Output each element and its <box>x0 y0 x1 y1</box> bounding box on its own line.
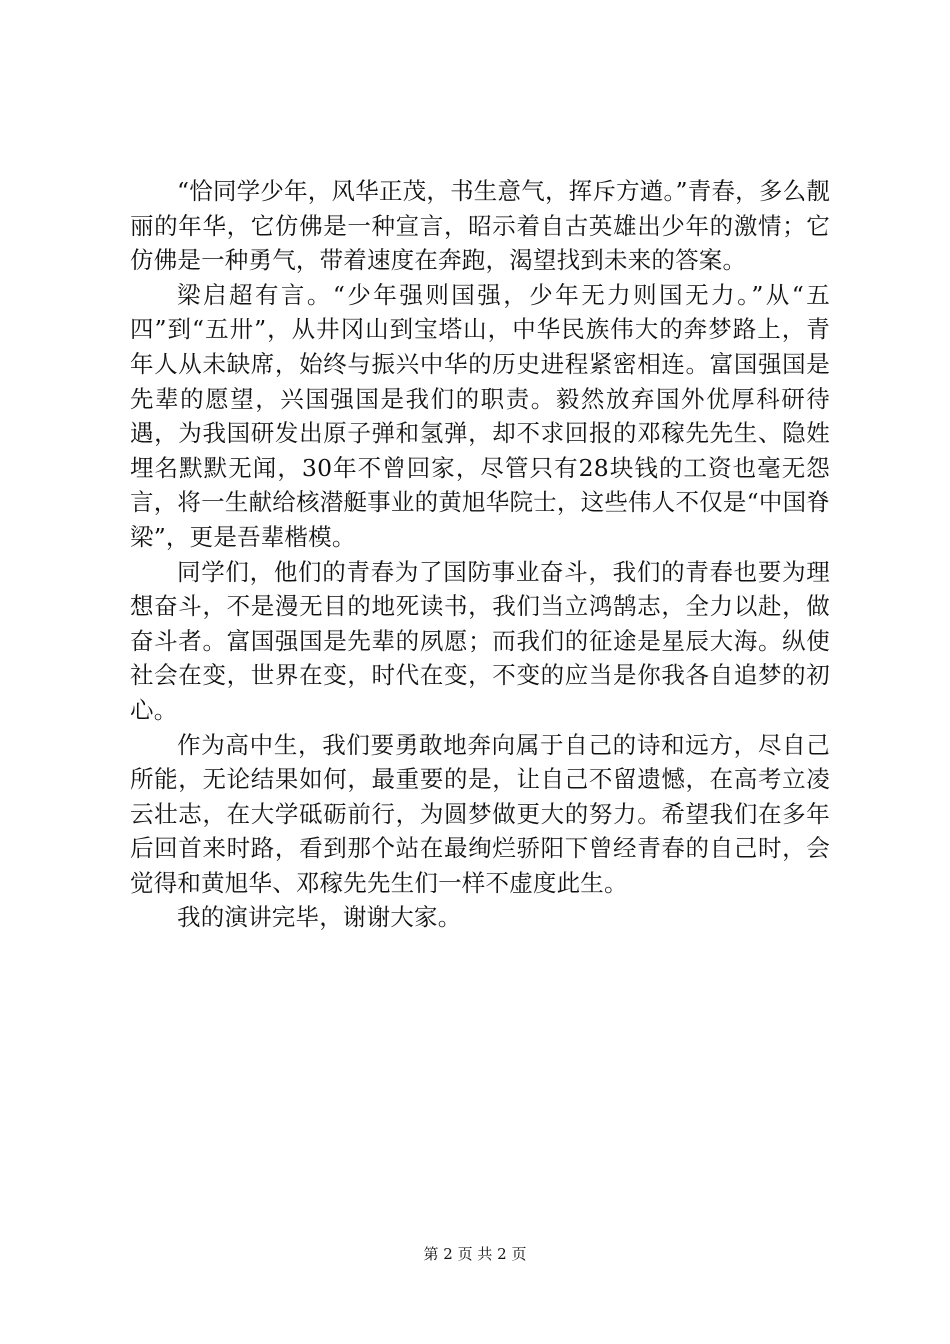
speech-body <box>130 174 830 935</box>
paragraph-closing: 我的演讲完毕，谢谢大家。 <box>177 903 462 932</box>
paragraph-high-school-student: 作为高中生，我们要勇敢地奔向属于自己的诗和远方，尽自己所能，无论结果如何，最重要的是，让自己不留遗憾，在高考立凌云壮志，在大学砥砺前行，为圆梦做更大的努力。希望我们在多年后回首来时路，看到那个站在最绚烂骄阳下曾经青春的自己时，会觉得和黄旭华、邓稼先先生们一样不虚度此生。 <box>130 730 830 897</box>
page-number-footer: 第 2 页 共 2 页 <box>423 1245 527 1263</box>
paragraph-liang-qichao-quote: 梁启超有言。“少年强则国强，少年无力则国无力。”从“五四”到“五卅”，从井冈山到宝塔山，中华民族伟大的奔梦路上，青年人从未缺席，始终与振兴中华的历史进程紧密相连。富国强国是先辈的愿望，兴国强国是我们的职责。毅然放弃国外优厚科研待遇，为我国研发出原子弹和氢弹，却不求回报的邓稼先先生、隐姓埋名默默无闻，30年不曾回家，尽管只有28块钱的工资也毫无怨言，将一生献给核潜艇事业的黄旭华院士，这些伟人不仅是“中国脊梁”，更是吾辈楷模。 <box>130 280 830 551</box>
paragraph-classmates: 同学们，他们的青春为了国防事业奋斗，我们的青春也要为理想奋斗，不是漫无目的地死读书，我们当立鸿鹄志，全力以赴，做奋斗者。富国强国是先辈的夙愿；而我们的征途是星辰大海。纵使社会在变，世界在变，时代在变，不变的应当是你我各自追梦的初心。 <box>130 557 830 724</box>
paragraph-youth-intro: “恰同学少年，风华正茂，书生意气，挥斥方遒。”青春，多么靓丽的年华，它仿佛是一种宣言，昭示着自古英雄出少年的激情；它仿佛是一种勇气，带着速度在奔跑，渴望找到未来的答案。 <box>130 177 830 275</box>
